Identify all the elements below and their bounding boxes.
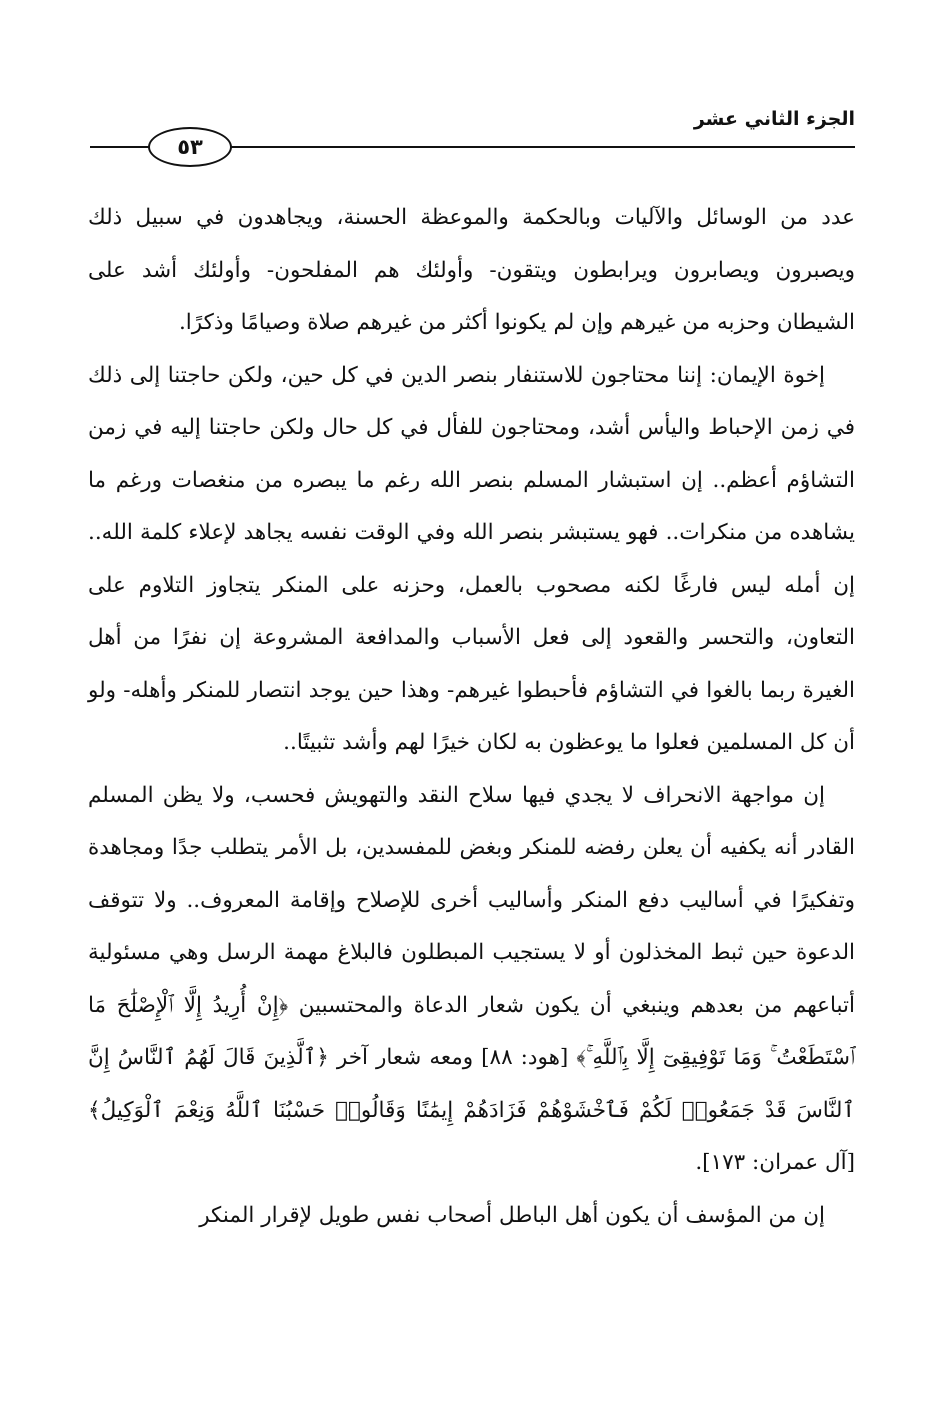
running-title: الجزء الثاني عشر bbox=[693, 108, 855, 130]
paragraph-3 bbox=[88, 770, 855, 1190]
page-number: ٥٣ bbox=[148, 127, 232, 167]
paragraph-3-text: إن مواجهة الانحراف لا يجدي فيها سلاح النقد والتهويش فحسب، ولا يظن المسلم القادر أنه يكفيه أن يعلن رفضه للمنكر وبغض للمفسدين، بل الأمر يتطلب جدًا ومجاهدة وتفكيرًا في أساليب دفع المنكر وأساليب أخرى للإصلاح وإقامة المعروف.. ولا تتوقف الدعوة حين ثبط المخذلون أو لا يستجيب المبطلون فالبلاغ مهمة الرسل وهي مسئولية أتباعهم من بعدهم وينبغي أن يكون شعار الدعاة والمحتسبين bbox=[88, 782, 856, 1018]
verse-reference-1: [هود: ٨٨] bbox=[481, 1045, 569, 1070]
body-text bbox=[88, 192, 855, 1242]
paragraph-2: إخوة الإيمان: إننا محتاجون للاستنفار بنصر الدين في كل حين، ولكن حاجتنا إلى ذلك في زمن الإحباط واليأس أشد، ومحتاجون للفأل في كل حال ولكن حاجتنا إليه في زمن التشاؤم أعظم.. إن استبشار المسلم بنصر الله رغم ما يبصره من منغصات ورغم ما يشاهده من منكرات.. فهو يستبشر بنصر الله وفي الوقت نفسه يجاهد لإعلاء كلمة الله.. إن أمله ليس فارغًا لكنه مصحوب بالعمل، وحزنه على المنكر يتجاوز التلاوم على التعاون، والتحسر والقعود إلى فعل الأسباب والمدافعة المشروعة إن نفرًا من أهل الغيرة ربما بالغوا في التشاؤم فأحبطوا غيرهم- وهذا حين يوجد انتصار للمنكر وأهله- ولو أن كل المسلمين فعلوا ما يوعظون به لكان خيرًا لهم وأشد تثبيتًا.. bbox=[88, 362, 855, 755]
paragraph-1: عدد من الوسائل والآليات وبالحكمة والموعظة الحسنة، ويجاهدون في سبيل ذلك ويصبرون ويصابرون ويرابطون ويتقون- وأولئك هم المفلحون- وأولئك أشد على الشيطان وحزبه من غيرهم وإن لم يكونوا أكثر من غيرهم صلاة وصيامًا وذكرًا. bbox=[88, 205, 855, 335]
verse-reference-2: [آل عمران: ١٧٣]. bbox=[695, 1150, 855, 1175]
quran-verse-2: ﴿ٱلَّذِينَ قَالَ لَهُمُ ٱلنَّاسُ إِنَّ ٱلنَّاسَ قَدْ جَمَعُوا۟ لَكُمْ فَٱخْشَوْهُمْ فَزَادَهُمْ إِيمَٰنًا وَقَالُوا۟ حَسْبُنَا ٱللَّهُ وَنِعْمَ ٱلْوَكِيلُ﴾ bbox=[88, 1045, 855, 1123]
paragraph-3-connector: ومعه شعار آخر bbox=[336, 1045, 474, 1070]
paragraph-4: إن من المؤسف أن يكون أهل الباطل أصحاب نفس طويل لإقرار المنكر bbox=[199, 1202, 825, 1228]
quran-verse-1: ﴿إِنْ أُرِيدُ إِلَّا ٱلْإِصْلَٰحَ مَا ٱسْتَطَعْتُ ۚ وَمَا تَوْفِيقِىٓ إِلَّا بِٱللَّهِ ۚ﴾ bbox=[88, 992, 855, 1070]
